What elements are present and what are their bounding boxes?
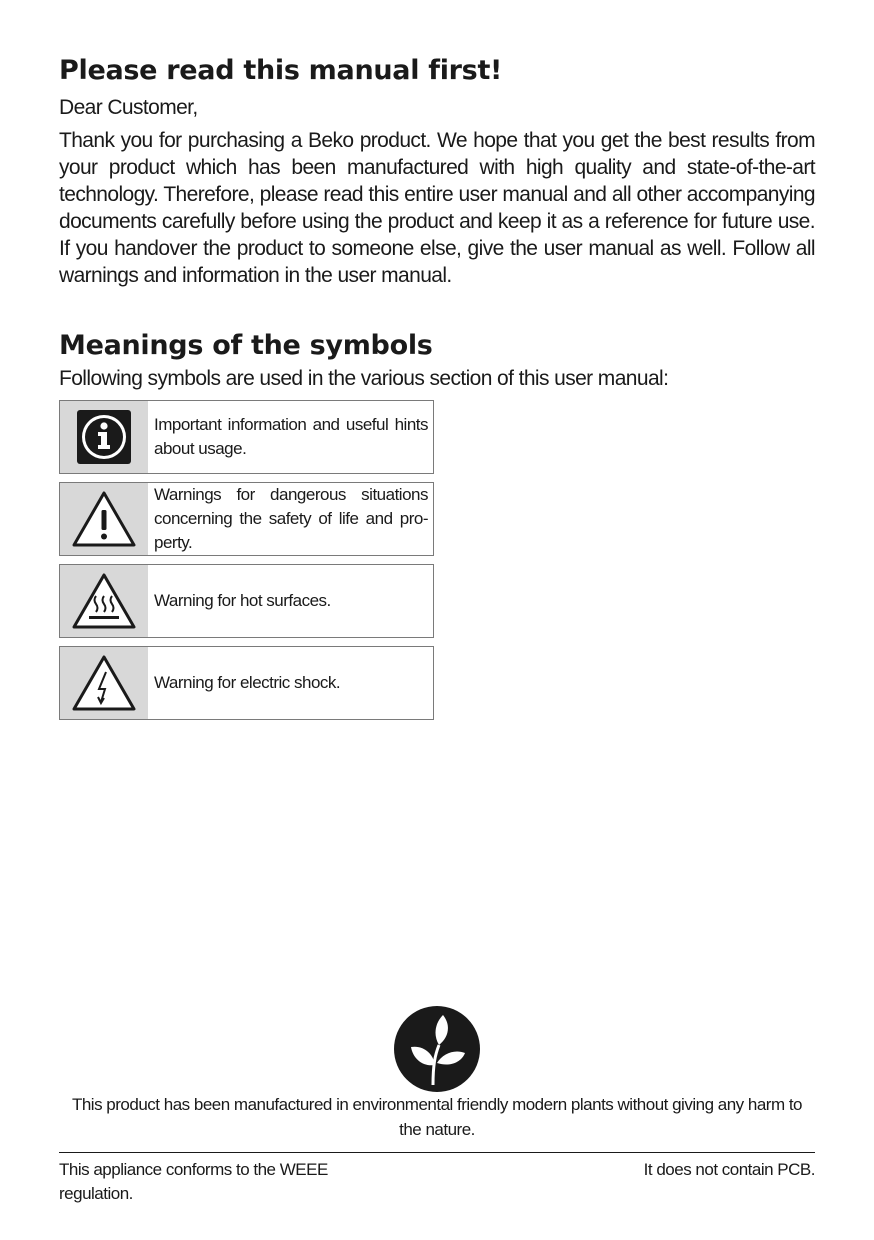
weee-statement: This appliance conforms to the WEEE regulation. bbox=[59, 1160, 328, 1203]
greeting: Dear Customer, bbox=[59, 96, 198, 119]
eco-text: This product has been manufactured in environmental friendly modern plants without giving any harm to the nature. bbox=[71, 1095, 803, 1139]
symbol-row-hot-surface bbox=[59, 564, 434, 638]
symbol-row-electric-shock bbox=[59, 646, 434, 720]
symbols-title: Meanings of the symbols bbox=[59, 330, 433, 361]
pcb-statement: It does not contain PCB. bbox=[643, 1160, 815, 1179]
symbol-text-electric-shock: Warning for electric shock. bbox=[154, 673, 341, 692]
page-title: Please read this manual first! bbox=[59, 55, 503, 86]
electric-shock-icon bbox=[60, 647, 148, 719]
symbol-text-info: Important information and useful hints about usage. bbox=[154, 415, 428, 458]
hot-surface-icon bbox=[60, 565, 148, 637]
intro-paragraph: Thank you for purchasing a Beko product. We hope that you get the best results from your product which has been manufactured with high quality and state-of-the-art technology. Therefore, please read this entire user manual and all other accompanying documents carefully before using the product and keep it as a reference for future use. If you handover the product to someone else, give the user manual as well. Follow all warnings and information in the user manual. bbox=[59, 129, 815, 287]
info-icon bbox=[60, 401, 148, 473]
symbol-text-hot-surface: Warning for hot surfaces. bbox=[154, 591, 331, 610]
symbol-text-warning: Warnings for dangerous situations concerning the safety of life and pro-perty. bbox=[154, 485, 428, 552]
manual-page bbox=[59, 52, 815, 728]
warning-icon bbox=[60, 483, 148, 555]
symbols-lead: Following symbols are used in the various section of this user manual: bbox=[59, 367, 669, 390]
symbol-row-info bbox=[59, 400, 434, 474]
footer-divider bbox=[59, 1152, 815, 1153]
leaf-icon bbox=[393, 1005, 481, 1093]
symbol-row-warning bbox=[59, 482, 434, 556]
symbol-list bbox=[59, 400, 815, 720]
eco-statement bbox=[59, 1005, 815, 1142]
